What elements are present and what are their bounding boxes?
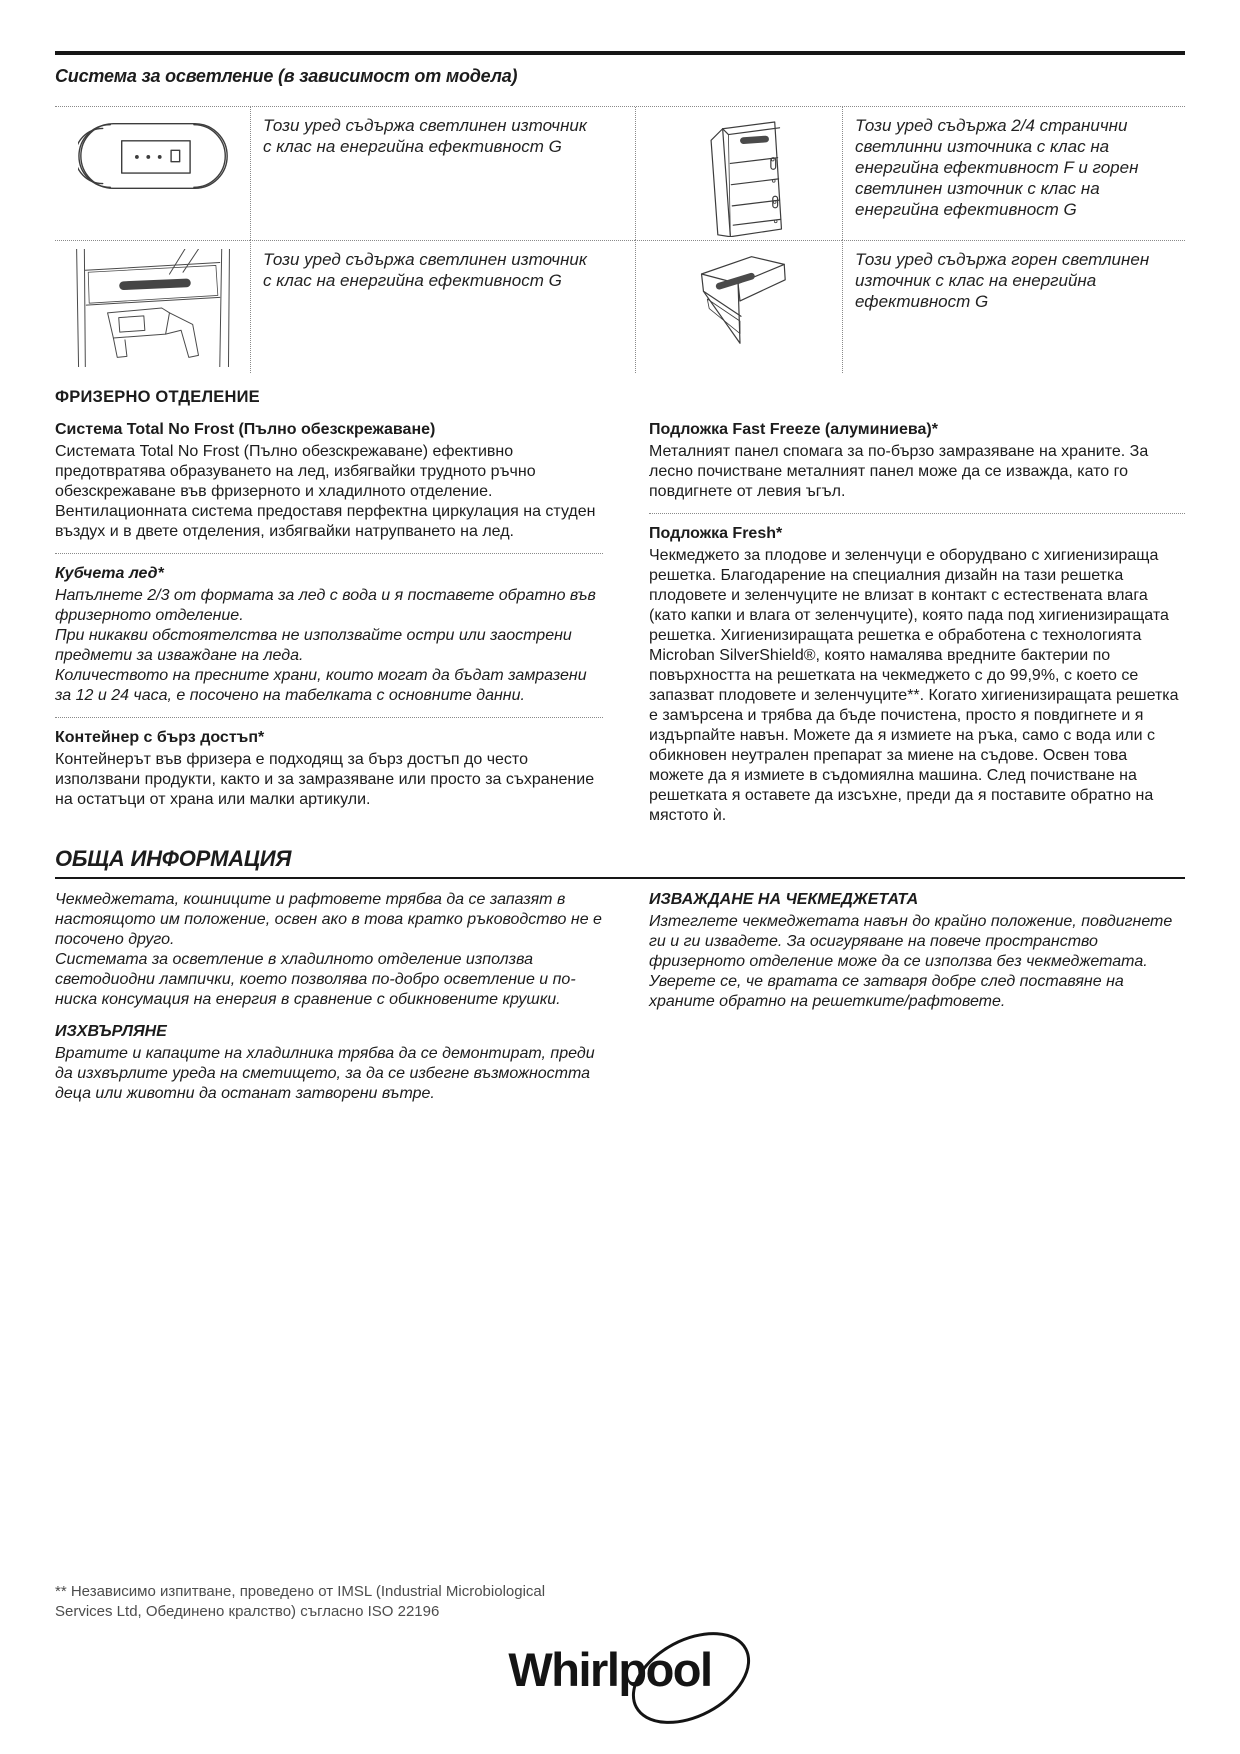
fast-freeze-heading: Подложка Fast Freeze (алуминиева)* bbox=[649, 421, 938, 438]
general-right-column bbox=[649, 890, 1185, 1104]
ice-cubes-paragraph-3: Количеството на пресните храни, които могат да бъдат замразени за 12 и 24 часа, е посочено на табелката с основните данни. bbox=[55, 667, 587, 704]
fridge-interior-light-illustration bbox=[68, 249, 240, 367]
footer bbox=[0, 1628, 1240, 1737]
table-cell-fridge-side bbox=[635, 107, 842, 240]
lighting-cell-text: Този уред съдържа светлинен източник с клас на енергийна ефективност G bbox=[263, 116, 587, 156]
table-cell-text-4 bbox=[842, 240, 1185, 373]
table-cell-fridge-interior bbox=[55, 240, 250, 373]
general-info-rule bbox=[55, 877, 1185, 879]
dotted-divider bbox=[55, 553, 603, 554]
fast-freeze-body: Металният панел спомага за по-бързо замразяване на храните. За лесно почистване металният панел може да се изважда, като го повдигнете от левия ъгъл. bbox=[649, 443, 1149, 500]
nofrost-body: Системата Total No Frost (Пълно обезскрежаване) ефективно предотвратява образуването на лед, избягвайки трудното ръчно обезскрежаване във фризерното и хладилното отделение. Вентилационната система предоставя перфектна циркулация на студен въздух и в двете отделения, избягвайки натрупването на лед. bbox=[55, 443, 596, 540]
general-info-section bbox=[55, 846, 1185, 1104]
lighting-section-title: Система за осветление (в зависимост от модела) bbox=[55, 66, 518, 86]
disposal-heading: ИЗХВЪРЛЯНЕ bbox=[55, 1023, 167, 1040]
general-info-title: ОБЩА ИНФОРМАЦИЯ bbox=[55, 846, 292, 871]
table-cell-fridge-top bbox=[635, 240, 842, 373]
freezer-left-column bbox=[55, 420, 603, 826]
ice-cubes-paragraph-1: Напълнете 2/3 от формата за лед с вода и я поставете обратно във фризерното отделение. bbox=[55, 587, 596, 624]
freezer-section bbox=[55, 388, 1185, 826]
fresh-pad-body: Чекмеджето за плодове и зеленчуци е оборудвано с хигиенизираща решетка. Благодарение на специалния дизайн на тази решетка плодовете и зеленчуците не влизат в контакт с естествената влага (като капки и влага от зеленчуците), която пада под хигиенизиращата решетка. Хигиенизиращата решетка е обработена с технологията Microban SilverShield®, която намалява вредните бактерии по повърхността на решетката на чекмеджето с до 99,9%, с което се запазват плодовете и зеленчуците**. Когато хигиенизиращата решетка е замърсена и трябва да бъде почистена, просто я повдигнете и я издърпайте навън. Можете да я измиете на ръка, само с вода или с обикновен неутрален препарат за миене на съдове. Освен това можете да я измиете в съдомиялна машина. След почистване на решетката я оставете да изсъхне, преди да я поставите обратно на мястото ѝ. bbox=[649, 547, 1179, 824]
drawer-removal-heading: ИЗВАЖДАНЕ НА ЧЕКМЕДЖЕТАТА bbox=[649, 891, 919, 908]
table-cell-led-lamp bbox=[55, 107, 250, 240]
fridge-side-lights-illustration bbox=[686, 115, 794, 237]
whirlpool-logo bbox=[498, 1628, 741, 1737]
quick-access-heading: Контейнер с бърз достъп* bbox=[55, 729, 265, 746]
lighting-cell-text: Този уред съдържа горен светлинен източник с клас на енергийна ефективност G bbox=[855, 250, 1150, 311]
disposal-body: Вратите и капаците на хладилника трябва да се демонтират, преди да изхвърлите уреда на сметището, за да се избегне възможността деца или животни да останат затворени вътре. bbox=[55, 1045, 595, 1102]
led-lamp-illustration bbox=[78, 115, 230, 197]
freezer-right-column bbox=[649, 420, 1185, 826]
nofrost-heading: Система Total No Frost (Пълно обезскрежаване) bbox=[55, 421, 436, 438]
lighting-cell-text: Този уред съдържа светлинен източник с клас на енергийна ефективност G bbox=[263, 250, 587, 290]
ice-cubes-paragraph-2: При никакви обстоятелства не използвайте остри или заострени предмети за изваждане на леда. bbox=[55, 627, 572, 664]
top-rule bbox=[55, 51, 1185, 55]
table-cell-text-3 bbox=[250, 240, 635, 373]
whirlpool-logo-text: Whirlpool bbox=[508, 1643, 712, 1696]
general-left-column bbox=[55, 890, 603, 1104]
general-body-paragraph-1: Чекмеджетата, кошниците и рафтовете трябва да се запазят в настоящото им положение, освен ако в това кратко ръководство не е посочено друго. bbox=[55, 891, 602, 948]
drawer-removal-body: Изтеглете чекмеджетата навън до крайно положение, повдигнете ги и ги извадете. За осигуряване на повече пространство фризерното отделение може да се използва без чекмеджетата. Уверете се, че вратата се затваря добре след поставяне на храните обратно на решетките/рафтовете. bbox=[649, 913, 1173, 1010]
fridge-top-light-illustration bbox=[688, 249, 792, 349]
freezer-section-title: ФРИЗЕРНО ОТДЕЛЕНИЕ bbox=[55, 388, 260, 406]
lighting-cell-text: Този уред съдържа 2/4 странични светлинни източника с клас на енергийна ефективност F и горен светлинен източник с клас на енергийна ефективност G bbox=[855, 116, 1139, 219]
table-cell-text-1 bbox=[250, 107, 635, 240]
dotted-divider bbox=[55, 717, 603, 718]
table-cell-text-2 bbox=[842, 107, 1185, 240]
microban-footnote: ** Независимо изпитване, проведено от IMSL (Industrial Microbiological Services Ltd, Обединено кралство) съгласно ISO 22196 bbox=[55, 1583, 546, 1620]
ice-cubes-heading: Кубчета лед* bbox=[55, 565, 164, 582]
general-body-paragraph-2: Системата за осветление в хладилното отделение използва светодиодни лампички, което позволява по-добро осветление и по-ниска консумация на енергия в сравнение с обикновените крушки. bbox=[55, 951, 576, 1008]
lighting-table bbox=[55, 106, 1185, 373]
fresh-pad-heading: Подложка Fresh* bbox=[649, 525, 783, 542]
dotted-divider bbox=[649, 513, 1185, 514]
quick-access-body: Контейнерът във фризера е подходящ за бърз достъп до често използвани продукти, както и за замразяване или просто за съхранение на остатъци от храна или малки артикули. bbox=[55, 751, 595, 808]
